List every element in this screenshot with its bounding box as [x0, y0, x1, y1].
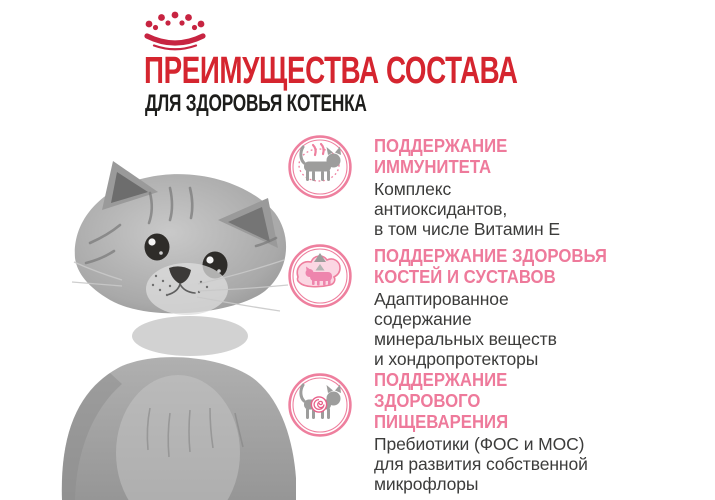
body-line: Комплекс — [374, 179, 452, 199]
benefit-digestion — [288, 370, 658, 494]
body-line: микрофлоры — [374, 474, 479, 494]
heading-line: ПОДДЕРЖАНИЕ — [374, 136, 508, 156]
body-line: антиоксидантов, — [374, 199, 508, 219]
body-line: и хондропротекторы — [374, 349, 539, 369]
immunity-cat-icon — [288, 135, 352, 199]
benefit-bones-joints — [288, 246, 658, 369]
heading-line: КОСТЕЙ И СУСТАВОВ — [374, 267, 556, 287]
body-line: для развития собственной — [374, 454, 588, 474]
body-line: в том числе Витамин Е — [374, 219, 560, 239]
body-line: Адаптированное — [374, 289, 509, 309]
benefit-immunity — [288, 136, 658, 239]
benefit-body — [374, 434, 658, 494]
page-title: ПРЕИМУЩЕСТВА СОСТАВА — [144, 50, 518, 92]
benefit-heading — [374, 370, 638, 433]
heading-line: ЗДОРОВОГО — [374, 391, 481, 411]
benefit-heading — [374, 136, 638, 178]
kitten-photo — [50, 158, 298, 500]
digestion-cat-icon — [288, 373, 352, 437]
heading-line: ПОДДЕРЖАНИЕ ЗДОРОВЬЯ — [374, 246, 607, 266]
heading-line: ИММУНИТЕТА — [374, 157, 492, 177]
heading-line: ПИЩЕВАРЕНИЯ — [374, 412, 509, 432]
body-line: минеральных веществ — [374, 329, 557, 349]
bones-joints-cat-icon — [288, 244, 352, 308]
benefit-body — [374, 179, 658, 239]
benefit-heading — [374, 246, 638, 288]
royal-canin-crown-icon — [142, 10, 208, 54]
heading-line: ПОДДЕРЖАНИЕ — [374, 370, 508, 390]
page-subtitle: ДЛЯ ЗДОРОВЬЯ КОТЕНКА — [145, 90, 367, 117]
body-line: Пребиотики (ФОС и МОС) — [374, 434, 585, 454]
benefit-body — [374, 289, 658, 369]
body-line: содержание — [374, 309, 472, 329]
digestive-spiral — [311, 397, 326, 412]
